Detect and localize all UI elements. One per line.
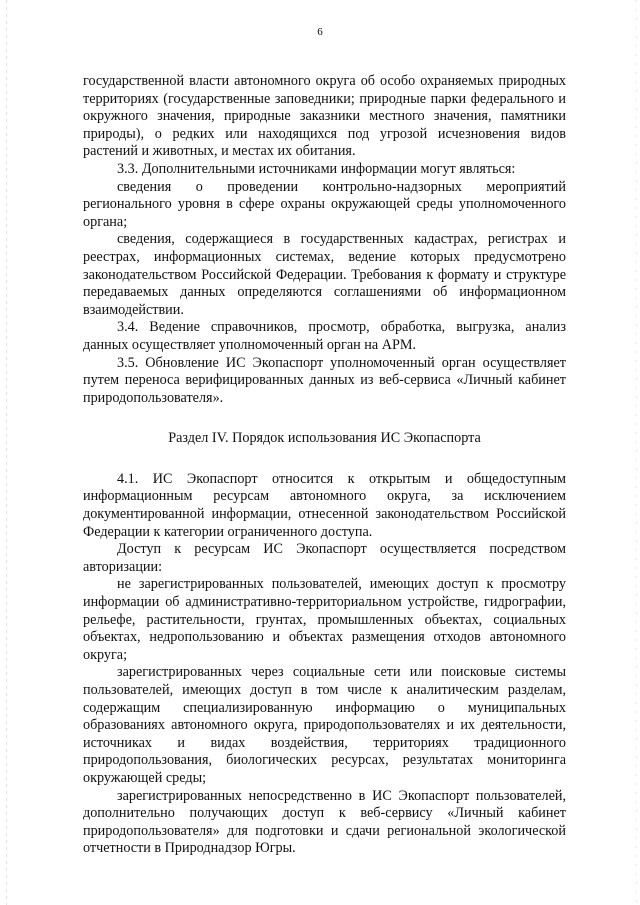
paragraph-access: Доступ к ресурсам ИС Экопаспорт осуществляется посредством авторизации: <box>83 541 566 575</box>
document-body <box>83 73 566 858</box>
scan-edge-right <box>636 0 637 905</box>
scan-edge-left <box>6 0 7 905</box>
paragraph-access-social: зарегистрированных через социальные сети или поисковые системы пользователей, имеющих доступ в том числе к аналитическим разделам, содержащим специализированную информацию о муниципальных образованиях автономного округа, природопользователях и их деятельности, источниках и видах воздействия, территориях традиционного природопользования, биологических ресурсах, результатах мониторинга окружающей среды; <box>83 664 566 786</box>
page-number: 6 <box>317 26 323 38</box>
paragraph-access-direct: зарегистрированных непосредственно в ИС Экопаспорт пользователей, дополнительно получающих доступ к веб-сервису «Личный кабинет природопользователя» для подготовки и сдачи региональной экологической отчетности в Природнадзор Югры. <box>83 787 566 857</box>
paragraph-3-4: 3.4. Ведение справочников, просмотр, обработка, выгрузка, анализ данных осуществляет уполномоченный орган на АРМ. <box>83 319 566 353</box>
paragraph-4-1: 4.1. ИС Экопаспорт относится к открытым и общедоступным информационным ресурсам автономного округа, за исключением документированной информации, отнесенной законодательством Российской Федерации к категории ограниченного доступа. <box>83 470 566 540</box>
paragraph-3-3-item-2: сведения, содержащиеся в государственных кадастрах, регистрах и реестрах, информационных системах, ведение которых предусмотрено законодательством Российской Федерации. Требования к формату и структуре передаваемых данных определяются соглашениями об информационном взаимодействии. <box>83 231 566 318</box>
paragraph-3-5: 3.5. Обновление ИС Экопаспорт уполномоченный орган осуществляет путем переноса верифицированных данных из веб-сервиса «Личный кабинет природопользователя». <box>83 354 566 406</box>
paragraph-3-3: 3.3. Дополнительными источниками информации могут являться: <box>117 160 516 177</box>
paragraph-continuation: государственной власти автономного округа об особо охраняемых природных территориях (государственные заповедники; природные парки федерального и окружного значения, природные заказники местного значения, памятники природы), о редких или находящихся под угрозой исчезновения видов растений и животных, и местах их обитания. <box>83 73 566 160</box>
paragraph-access-unregistered: не зарегистрированных пользователей, имеющих доступ к просмотру информации об административно-территориальном устройстве, гидрографии, рельефе, растительности, грунтах, промышленных объектах, социальных объектах, недропользованию и объектах размещения отходов автономного округа; <box>83 576 566 663</box>
paragraph-3-3-item-1: сведения о проведении контрольно-надзорных мероприятий регионального уровня в сфере охраны окружающей среды уполномоченного органа; <box>83 178 566 230</box>
section-heading: Раздел IV. Порядок использования ИС Экопаспорта <box>168 430 481 447</box>
